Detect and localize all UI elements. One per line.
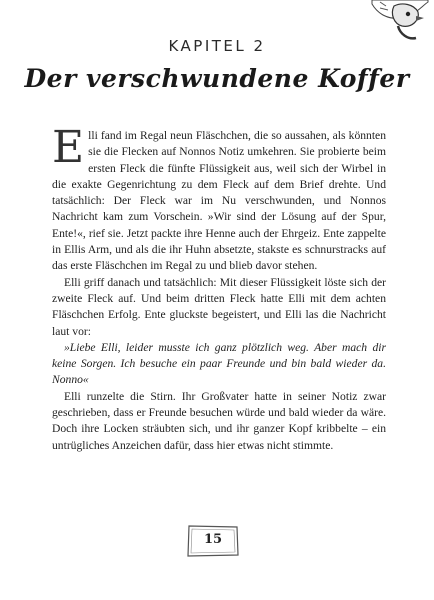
chapter-text bbox=[52, 122, 386, 454]
paragraph-2: Elli griff danach und tatsächlich: Mit dieser Flüssigkeit löste sich der zweite Fleck auf. Und beim dritten Fleck hatte Elli mit dem achten Fläschchen Erfolg. Ente gluckste begeistert, und Elli las die Nachricht laut vor: bbox=[52, 275, 386, 338]
chapter-title: Der verschwundene Koffer bbox=[24, 64, 410, 93]
chapter-label: KAPITEL 2 bbox=[168, 37, 266, 55]
quoted-letter: »Liebe Elli, leider musste ich ganz plötzlich weg. Aber mach dir keine Sorgen. Ich besuche ein paar Freunde und bin bald wieder da. Nonno« bbox=[52, 340, 386, 387]
page-number: 15 bbox=[203, 532, 223, 547]
paragraph-3: Elli runzelte die Stirn. Ihr Großvater hatte in seiner Notiz zwar geschrieben, dass er Freunde besuchen würde und bald wieder da wäre. Doch ihre Locken sträubten sich, und ihr ganzer Kopf kribbelte – ein untrügliches Anzeichen dafür, dass hier etwas nicht stimmte. bbox=[52, 389, 386, 452]
drop-cap: E bbox=[52, 122, 85, 173]
paragraph-1-text: lli fand im Regal neun Fläschchen, die so aussahen, als könnten sie die Flecken auf Nonnos Notiz umkehren. Sie probierte beim ersten Fleck die fünfte Flüssigkeit aus, weil sich der Wirbel in die exakte Gegenrichtung zu dem Fleck auf dem Brief drehte. Und tatsächlich: Der Fleck war im Nu verschwunden, und Nonnos Nachricht kam zum Vorschein. »Wir sind der Lösung auf der Spur, Ente!«, rief sie. Jetzt packte ihre Henne auch der Ehrgeiz. Ente zappelte in Ellis Arm, und als die ihr Huhn absetzte, stakste es schnurstracks auf das erste Fläschchen im Regal zu und blieb davor stehen. bbox=[52, 129, 386, 273]
paragraph-1 bbox=[52, 122, 386, 275]
